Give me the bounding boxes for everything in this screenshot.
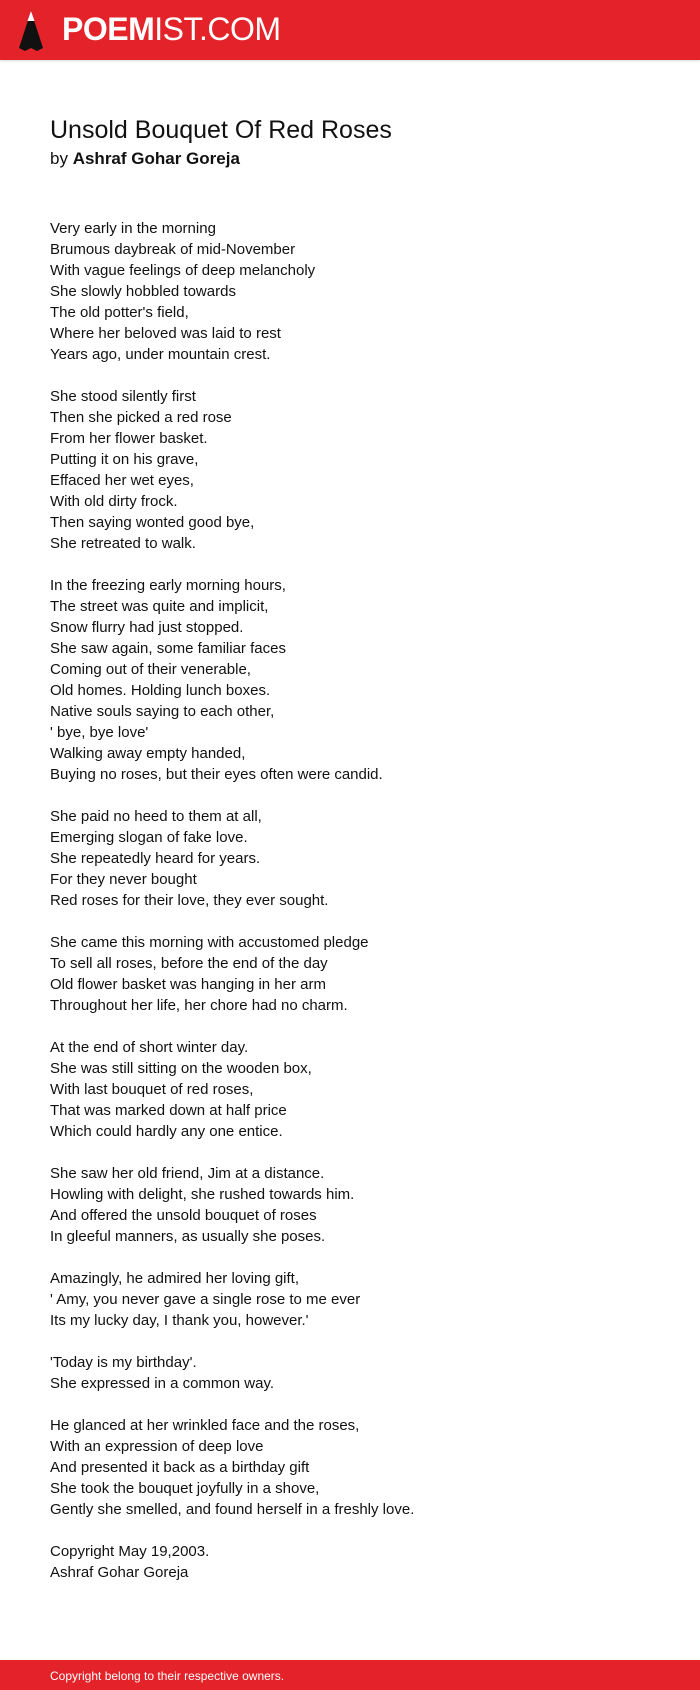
poem-line: Buying no roses, but their eyes often were candid. [50, 766, 383, 783]
poem-line: Old flower basket was hanging in her arm [50, 976, 326, 993]
poem-line: And presented it back as a birthday gift [50, 1459, 310, 1476]
stanza [50, 1037, 670, 1142]
poem-line: Old homes. Holding lunch boxes. [50, 682, 271, 699]
poem-line: She repeatedly heard for years. [50, 850, 261, 867]
poem-line: At the end of short winter day. [50, 1039, 249, 1056]
poem-line: ' bye, bye love' [50, 724, 149, 741]
poem-line: The street was quite and implicit, [50, 598, 269, 615]
poem-line: With vague feelings of deep melancholy [50, 262, 316, 279]
poem-line: Amazingly, he admired her loving gift, [50, 1270, 300, 1287]
poem-line: She stood silently first [50, 388, 196, 405]
poem-line: In the freezing early morning hours, [50, 577, 286, 594]
poem-line: To sell all roses, before the end of the day [50, 955, 328, 972]
poem-line: She saw again, some familiar faces [50, 640, 286, 657]
poem-line: She expressed in a common way. [50, 1375, 274, 1392]
footer-copyright: Copyright belong to their respective owners. [50, 1669, 285, 1683]
poem-line: Snow flurry had just stopped. [50, 619, 244, 636]
poem-line: Years ago, under mountain crest. [50, 346, 271, 363]
poem-line: Throughout her life, her chore had no charm. [50, 997, 348, 1014]
poem-line: She took the bouquet joyfully in a shove, [50, 1480, 320, 1497]
poem-line: For they never bought [50, 871, 197, 888]
logo-light-text: IST.COM [154, 11, 281, 47]
stanza [50, 1541, 670, 1583]
poem-line: Then saying wonted good bye, [50, 514, 255, 531]
poem-body [50, 218, 670, 1604]
poem-line: She slowly hobbled towards [50, 283, 236, 300]
poem-line: Ashraf Gohar Goreja [50, 1564, 189, 1581]
poem-line: With last bouquet of red roses, [50, 1081, 254, 1098]
poem-line: Where her beloved was laid to rest [50, 325, 281, 342]
stanza [50, 1268, 670, 1331]
poem-line: Native souls saying to each other, [50, 703, 275, 720]
poem-line: That was marked down at half price [50, 1102, 287, 1119]
poem-line: Its my lucky day, I thank you, however.' [50, 1312, 309, 1329]
poem-line: Gently she smelled, and found herself in a freshly love. [50, 1501, 415, 1518]
poem-line: ' Amy, you never gave a single rose to me ever [50, 1291, 361, 1308]
poem-line: Effaced her wet eyes, [50, 472, 194, 489]
poem-line: 'Today is my birthday'. [50, 1354, 197, 1371]
poem-line: She saw her old friend, Jim at a distance. [50, 1165, 325, 1182]
poem-line: Walking away empty handed, [50, 745, 246, 762]
poem-line: From her flower basket. [50, 430, 208, 447]
poem-title: Unsold Bouquet Of Red Roses [50, 116, 392, 144]
site-logo[interactable] [62, 9, 281, 49]
author-name: Ashraf Gohar Goreja [72, 149, 240, 168]
poem-line: Red roses for their love, they ever sought. [50, 892, 329, 909]
byline [50, 147, 240, 171]
poem-line: Coming out of their venerable, [50, 661, 251, 678]
stanza [50, 1415, 670, 1520]
stanza [50, 575, 670, 785]
poem-line: With an expression of deep love [50, 1438, 264, 1455]
poem-line: She paid no heed to them at all, [50, 808, 262, 825]
stanza [50, 386, 670, 554]
stanza [50, 1352, 670, 1394]
stanza [50, 806, 670, 911]
poem-line: Brumous daybreak of mid-November [50, 241, 296, 258]
poem-line: She retreated to walk. [50, 535, 196, 552]
poem-line: Howling with delight, she rushed towards him. [50, 1186, 355, 1203]
poem-line: She came this morning with accustomed pledge [50, 934, 369, 951]
poem-line: The old potter's field, [50, 304, 189, 321]
poem-line: Putting it on his grave, [50, 451, 199, 468]
stanza [50, 932, 670, 1016]
stanza [50, 1163, 670, 1247]
poem-line: Copyright May 19,2003. [50, 1543, 210, 1560]
by-label: by [50, 149, 68, 168]
poem-line: He glanced at her wrinkled face and the roses, [50, 1417, 360, 1434]
poem-line: Which could hardly any one entice. [50, 1123, 283, 1140]
pencil-logo-icon[interactable] [18, 10, 44, 52]
poem-line: Very early in the morning [50, 220, 216, 237]
poem-line: With old dirty frock. [50, 493, 178, 510]
poem-line: Then she picked a red rose [50, 409, 232, 426]
poem-line: In gleeful manners, as usually she poses. [50, 1228, 326, 1245]
poem-line: Emerging slogan of fake love. [50, 829, 248, 846]
poem-line: She was still sitting on the wooden box, [50, 1060, 312, 1077]
stanza [50, 218, 670, 365]
logo-bold-text: POEM [62, 11, 155, 47]
poem-line: And offered the unsold bouquet of roses [50, 1207, 317, 1224]
site-footer [0, 1660, 700, 1690]
site-header [0, 0, 700, 60]
